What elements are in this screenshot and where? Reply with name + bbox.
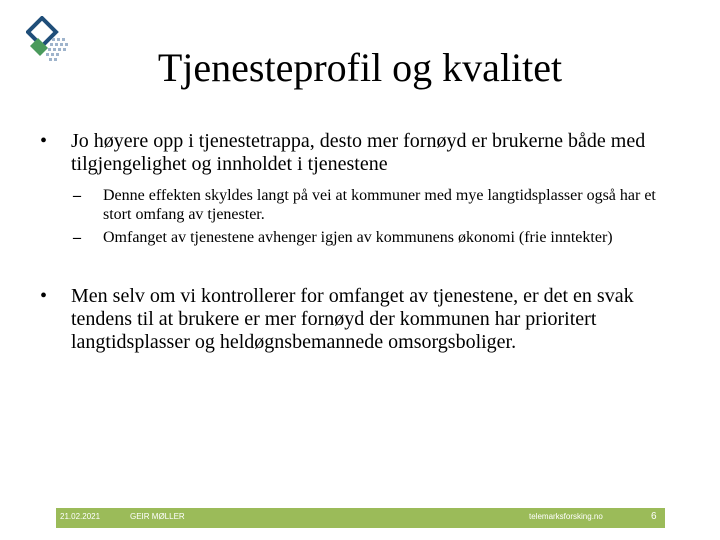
slide-title: Tjenesteprofil og kvalitet (157, 45, 563, 90)
footer-date: 21.02.2021 (60, 512, 101, 521)
footer-website: telemarksforsking.no (529, 512, 603, 521)
bullet-list (40, 130, 680, 354)
sub-bullet-item (40, 228, 680, 247)
sub-bullet-text: Omfanget av tjenestene avhenger igjen av kommunens økonomi (frie inntekter) (103, 229, 613, 246)
sub-bullet-item (40, 186, 680, 224)
footer-author: GEIR MØLLER (130, 512, 185, 521)
bullet-item (40, 130, 680, 176)
bullet-marker: • (40, 285, 48, 307)
bullet-text: Men selv om vi kontrollerer for omfanget av tjenestene, er det en svak tendens til at brukere er mer fornøyd der kommunen har prioritert langtidsplasser og heldøgnsbemannede omsorgsboliger. (71, 285, 634, 353)
bullet-text: Jo høyere opp i tjenestetrappa, desto mer fornøyd er brukerne både med tilgjengelighet og innholdet i tjenestene (71, 130, 646, 175)
sub-bullet-marker: – (73, 229, 81, 246)
footer-bar (56, 508, 665, 528)
sub-bullet-text: Denne effekten skyldes langt på vei at kommuner med mye langtidsplasser også har et stort omfang av tjenester. (103, 187, 656, 223)
bullet-marker: • (40, 130, 48, 152)
bullet-item (40, 285, 680, 354)
sub-bullet-marker: – (73, 187, 81, 204)
page-number: 6 (651, 511, 657, 522)
